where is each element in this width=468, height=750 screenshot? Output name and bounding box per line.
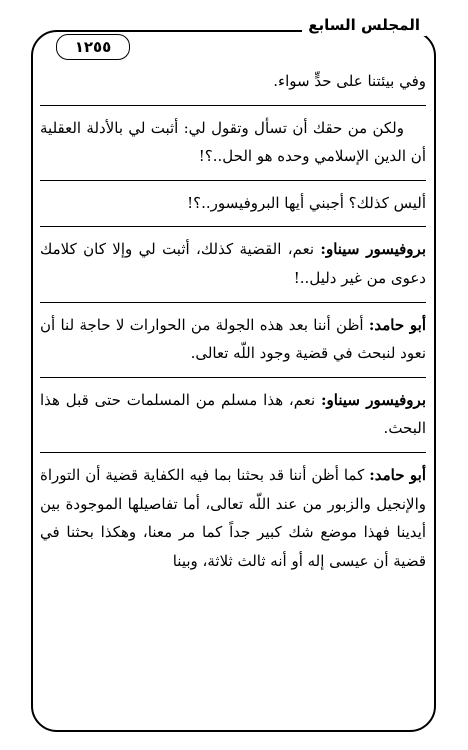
paragraph-text: نعم، القضية كذلك، أثبت لي وإلا كان كلامك دعوى من غير دليل..! [40,240,426,287]
speaker-name: بروفيسور سيناو: [320,240,426,259]
paragraph-7 [40,452,426,575]
paragraph-6 [40,377,426,443]
paragraph-text: أليس كذلك؟ أجبني أيها البروفيسور..؟! [187,193,426,212]
body-text [40,67,426,575]
paragraph-text: أظن أننا بعد هذه الجولة من الحوارات لا حاجة لنا أن نعود لنبحث في قضية وجود اللّه تعالى. [40,315,426,363]
speaker-name: أبو حامد: [368,315,426,334]
paragraph-text: ولكن من حقك أن تسأل وتقول لي: أثبت لي بالأدلة العقلية أن الدين الإسلامي وحده هو الحل..؟! [40,118,426,166]
speaker-name: أبو حامد: [369,465,426,484]
paragraph-4 [40,226,426,292]
page-number: ١٢٥٥ [56,34,130,60]
chapter-title: المجلس السابع [302,14,426,36]
paragraph-2 [40,105,426,171]
paragraph-text: كما أظن أننا قد بحثنا بما فيه الكفاية قضية أن التوراة والإنجيل والزبور من عند اللّه تعالى، أما تفاصيلها الموجودة بين أيدينا فهذا موضع شك كبير جداً كما مر معنا، وهكذا بحثنا في قضية أن عيسى إله أو أنه ثالث ثلاثة، وبينا [40,465,426,570]
paragraph-1 [40,67,426,96]
paragraph-5 [40,302,426,368]
paragraph-3 [40,180,426,218]
paragraph-text: وفي بيئتنا على حدٍّ سواء. [273,72,426,90]
paragraph-text: نعم، هذا مسلم من المسلمات حتى قبل هذا البحث. [40,390,426,438]
speaker-name: بروفيسور سيناو: [320,390,426,409]
